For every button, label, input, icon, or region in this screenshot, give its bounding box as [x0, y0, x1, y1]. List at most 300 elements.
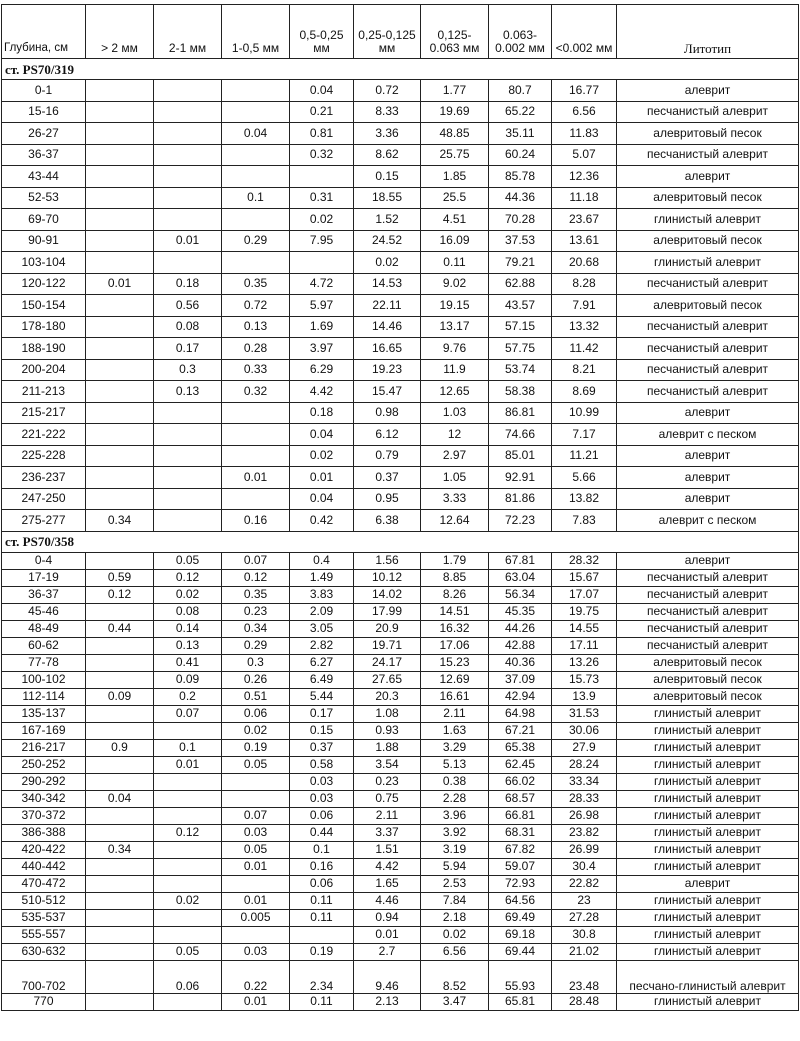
fraction-cell: 0.11 — [290, 909, 354, 926]
table-row — [2, 688, 799, 705]
fraction-cell: 26.98 — [552, 807, 617, 824]
fraction-cell: 7.17 — [552, 424, 617, 446]
fraction-cell: 0.35 — [222, 586, 290, 603]
table-row — [2, 654, 799, 671]
fraction-cell — [222, 875, 290, 892]
fraction-cell: 15.47 — [354, 381, 421, 403]
fraction-cell: 1.49 — [290, 569, 354, 586]
fraction-cell: 44.36 — [489, 187, 552, 209]
fraction-cell: 12.69 — [421, 671, 489, 688]
fraction-cell: 65.22 — [489, 101, 552, 123]
fraction-cell: 0.02 — [354, 252, 421, 274]
fraction-cell: 0.72 — [222, 295, 290, 317]
fraction-cell: 0.81 — [290, 123, 354, 145]
lithotype-cell: глинистый алеврит — [617, 926, 799, 943]
fraction-cell: 16.32 — [421, 620, 489, 637]
fraction-cell: 0.93 — [354, 722, 421, 739]
fraction-cell: 0.3 — [154, 359, 222, 381]
lithotype-cell: алеврит — [617, 552, 799, 569]
fraction-cell: 28.48 — [552, 993, 617, 1010]
fraction-cell: 0.01 — [222, 993, 290, 1010]
fraction-cell: 0.01 — [222, 858, 290, 875]
fraction-cell — [86, 101, 154, 123]
fraction-cell — [154, 467, 222, 489]
fraction-cell — [86, 926, 154, 943]
fraction-cell: 23.67 — [552, 209, 617, 231]
granulometry-table — [1, 4, 799, 1011]
fraction-cell: 0.11 — [290, 993, 354, 1010]
fraction-cell: 0.9 — [86, 739, 154, 756]
table-row — [2, 445, 799, 467]
fraction-cell — [290, 252, 354, 274]
fraction-cell: 23.48 — [552, 960, 617, 993]
table-row — [2, 123, 799, 145]
depth-cell: 225-228 — [2, 445, 86, 467]
fraction-cell: 12.65 — [421, 381, 489, 403]
lithotype-cell: глинистый алеврит — [617, 756, 799, 773]
fraction-cell: 11.18 — [552, 187, 617, 209]
fraction-cell — [86, 858, 154, 875]
fraction-cell — [86, 807, 154, 824]
fraction-cell: 16.65 — [354, 338, 421, 360]
fraction-cell: 0.15 — [354, 166, 421, 188]
fraction-cell: 23 — [552, 892, 617, 909]
fraction-cell — [154, 722, 222, 739]
fraction-cell: 0.1 — [222, 187, 290, 209]
fraction-cell: 15.73 — [552, 671, 617, 688]
fraction-cell: 13.32 — [552, 316, 617, 338]
fraction-cell: 55.93 — [489, 960, 552, 993]
fraction-cell: 20.3 — [354, 688, 421, 705]
fraction-cell: 30.06 — [552, 722, 617, 739]
fraction-cell: 27.9 — [552, 739, 617, 756]
fraction-cell: 13.9 — [552, 688, 617, 705]
lithotype-cell: песчанистый алеврит — [617, 338, 799, 360]
fraction-cell — [154, 144, 222, 166]
depth-cell: 178-180 — [2, 316, 86, 338]
depth-cell: 90-91 — [2, 230, 86, 252]
fraction-cell: 7.83 — [552, 510, 617, 532]
depth-cell: 510-512 — [2, 892, 86, 909]
fraction-cell — [154, 790, 222, 807]
lithotype-cell: глинистый алеврит — [617, 807, 799, 824]
fraction-cell: 3.83 — [290, 586, 354, 603]
table-row — [2, 790, 799, 807]
depth-cell: 275-277 — [2, 510, 86, 532]
table-row — [2, 909, 799, 926]
fraction-cell — [86, 943, 154, 960]
fraction-cell: 2.18 — [421, 909, 489, 926]
fraction-cell: 0.15 — [290, 722, 354, 739]
fraction-cell: 0.32 — [222, 381, 290, 403]
fraction-cell: 0.38 — [421, 773, 489, 790]
fraction-cell: 0.2 — [154, 688, 222, 705]
fraction-cell — [154, 807, 222, 824]
fraction-cell: 53.74 — [489, 359, 552, 381]
lithotype-cell: глинистый алеврит — [617, 739, 799, 756]
fraction-cell: 40.36 — [489, 654, 552, 671]
fraction-cell: 5.44 — [290, 688, 354, 705]
fraction-cell: 30.4 — [552, 858, 617, 875]
lithotype-cell: глинистый алеврит — [617, 993, 799, 1010]
fraction-cell: 0.07 — [154, 705, 222, 722]
fraction-cell: 1.65 — [354, 875, 421, 892]
fraction-cell: 66.81 — [489, 807, 552, 824]
fraction-cell — [154, 875, 222, 892]
fraction-cell: 15.23 — [421, 654, 489, 671]
fraction-cell: 0.01 — [154, 230, 222, 252]
depth-cell: 236-237 — [2, 467, 86, 489]
fraction-cell: 6.49 — [290, 671, 354, 688]
fraction-cell: 1.63 — [421, 722, 489, 739]
fraction-cell: 92.91 — [489, 467, 552, 489]
fraction-cell: 24.52 — [354, 230, 421, 252]
table-row — [2, 722, 799, 739]
fraction-cell: 0.09 — [86, 688, 154, 705]
fraction-cell: 6.27 — [290, 654, 354, 671]
col-header-05-025mm: 0,5-0,25 мм — [290, 5, 354, 59]
fraction-cell: 0.37 — [354, 467, 421, 489]
fraction-cell: 0.17 — [290, 705, 354, 722]
fraction-cell: 17.07 — [552, 586, 617, 603]
lithotype-cell: алеврит с песком — [617, 510, 799, 532]
fraction-cell: 0.13 — [154, 381, 222, 403]
fraction-cell: 1.51 — [354, 841, 421, 858]
fraction-cell: 17.11 — [552, 637, 617, 654]
fraction-cell: 31.53 — [552, 705, 617, 722]
fraction-cell: 0.72 — [354, 80, 421, 102]
lithotype-cell: глинистый алеврит — [617, 705, 799, 722]
fraction-cell: 3.92 — [421, 824, 489, 841]
fraction-cell: 0.94 — [354, 909, 421, 926]
fraction-cell: 0.28 — [222, 338, 290, 360]
fraction-cell — [222, 488, 290, 510]
fraction-cell: 22.11 — [354, 295, 421, 317]
fraction-cell: 42.88 — [489, 637, 552, 654]
fraction-cell: 0.01 — [290, 467, 354, 489]
col-header-0125-0063mm: 0,125-0.063 мм — [421, 5, 489, 59]
lithotype-cell: алевритовый песок — [617, 671, 799, 688]
fraction-cell: 0.42 — [290, 510, 354, 532]
table-row — [2, 252, 799, 274]
lithotype-cell: алеврит — [617, 166, 799, 188]
fraction-cell: 0.01 — [86, 273, 154, 295]
col-header-gt2mm: > 2 мм — [86, 5, 154, 59]
fraction-cell — [86, 722, 154, 739]
fraction-cell: 0.29 — [222, 637, 290, 654]
fraction-cell: 0.08 — [154, 316, 222, 338]
fraction-cell — [86, 123, 154, 145]
fraction-cell: 10.99 — [552, 402, 617, 424]
fraction-cell: 8.26 — [421, 586, 489, 603]
fraction-cell: 9.02 — [421, 273, 489, 295]
fraction-cell: 0.1 — [290, 841, 354, 858]
fraction-cell: 0.07 — [222, 807, 290, 824]
fraction-cell: 74.66 — [489, 424, 552, 446]
fraction-cell — [222, 252, 290, 274]
fraction-cell: 0.19 — [290, 943, 354, 960]
fraction-cell: 65.38 — [489, 739, 552, 756]
fraction-cell: 22.82 — [552, 875, 617, 892]
fraction-cell: 2.34 — [290, 960, 354, 993]
fraction-cell: 17.99 — [354, 603, 421, 620]
table-row — [2, 892, 799, 909]
table-row — [2, 671, 799, 688]
fraction-cell: 14.53 — [354, 273, 421, 295]
fraction-cell: 16.09 — [421, 230, 489, 252]
fraction-cell: 0.01 — [354, 926, 421, 943]
fraction-cell: 6.29 — [290, 359, 354, 381]
fraction-cell: 72.23 — [489, 510, 552, 532]
fraction-cell — [154, 488, 222, 510]
depth-cell: 250-252 — [2, 756, 86, 773]
station-header-row — [2, 531, 799, 552]
fraction-cell: 8.21 — [552, 359, 617, 381]
fraction-cell: 69.49 — [489, 909, 552, 926]
fraction-cell: 3.36 — [354, 123, 421, 145]
table-row — [2, 603, 799, 620]
fraction-cell: 44.26 — [489, 620, 552, 637]
fraction-cell: 6.12 — [354, 424, 421, 446]
fraction-cell — [86, 909, 154, 926]
fraction-cell: 86.81 — [489, 402, 552, 424]
fraction-cell: 0.1 — [154, 739, 222, 756]
fraction-cell: 3.05 — [290, 620, 354, 637]
lithotype-cell: алевритовый песок — [617, 654, 799, 671]
fraction-cell: 0.02 — [421, 926, 489, 943]
fraction-cell: 0.17 — [154, 338, 222, 360]
table-row — [2, 359, 799, 381]
fraction-cell: 13.82 — [552, 488, 617, 510]
fraction-cell: 0.22 — [222, 960, 290, 993]
fraction-cell: 69.44 — [489, 943, 552, 960]
fraction-cell: 45.35 — [489, 603, 552, 620]
fraction-cell — [86, 467, 154, 489]
header-row — [2, 5, 799, 59]
fraction-cell — [154, 445, 222, 467]
fraction-cell — [154, 773, 222, 790]
lithotype-cell: алеврит — [617, 875, 799, 892]
fraction-cell: 28.24 — [552, 756, 617, 773]
fraction-cell — [222, 445, 290, 467]
fraction-cell: 25.75 — [421, 144, 489, 166]
fraction-cell: 4.42 — [354, 858, 421, 875]
lithotype-cell: алевритовый песок — [617, 230, 799, 252]
table-row — [2, 807, 799, 824]
fraction-cell: 0.12 — [154, 569, 222, 586]
depth-cell: 386-388 — [2, 824, 86, 841]
fraction-cell: 8.33 — [354, 101, 421, 123]
lithotype-cell: глинистый алеврит — [617, 773, 799, 790]
table-row — [2, 402, 799, 424]
fraction-cell: 14.02 — [354, 586, 421, 603]
fraction-cell: 0.18 — [290, 402, 354, 424]
fraction-cell: 11.21 — [552, 445, 617, 467]
fraction-cell: 0.08 — [154, 603, 222, 620]
fraction-cell: 13.61 — [552, 230, 617, 252]
fraction-cell: 3.97 — [290, 338, 354, 360]
fraction-cell: 0.13 — [222, 316, 290, 338]
fraction-cell: 7.84 — [421, 892, 489, 909]
fraction-cell: 0.23 — [222, 603, 290, 620]
fraction-cell: 0.35 — [222, 273, 290, 295]
fraction-cell — [86, 552, 154, 569]
fraction-cell — [86, 338, 154, 360]
fraction-cell: 26.99 — [552, 841, 617, 858]
table-row — [2, 467, 799, 489]
fraction-cell: 0.09 — [154, 671, 222, 688]
table-row — [2, 316, 799, 338]
depth-cell: 45-46 — [2, 603, 86, 620]
fraction-cell: 3.37 — [354, 824, 421, 841]
lithotype-cell: песчанистый алеврит — [617, 620, 799, 637]
fraction-cell: 0.02 — [222, 722, 290, 739]
fraction-cell: 0.21 — [290, 101, 354, 123]
fraction-cell: 59.07 — [489, 858, 552, 875]
fraction-cell: 27.28 — [552, 909, 617, 926]
fraction-cell: 6.56 — [552, 101, 617, 123]
fraction-cell — [222, 144, 290, 166]
fraction-cell — [154, 80, 222, 102]
table-row — [2, 960, 799, 993]
fraction-cell: 9.46 — [354, 960, 421, 993]
col-header-025-0125mm: 0,25-0,125 мм — [354, 5, 421, 59]
fraction-cell — [154, 187, 222, 209]
lithotype-cell: алеврит с песком — [617, 424, 799, 446]
fraction-cell — [86, 295, 154, 317]
fraction-cell — [86, 209, 154, 231]
fraction-cell — [154, 424, 222, 446]
fraction-cell: 1.69 — [290, 316, 354, 338]
fraction-cell: 4.46 — [354, 892, 421, 909]
fraction-cell: 0.03 — [290, 773, 354, 790]
fraction-cell: 3.29 — [421, 739, 489, 756]
depth-cell: 15-16 — [2, 101, 86, 123]
fraction-cell: 12 — [421, 424, 489, 446]
fraction-cell: 58.38 — [489, 381, 552, 403]
depth-cell: 167-169 — [2, 722, 86, 739]
fraction-cell: 67.82 — [489, 841, 552, 858]
depth-cell: 211-213 — [2, 381, 86, 403]
table-row — [2, 773, 799, 790]
fraction-cell: 79.21 — [489, 252, 552, 274]
col-header-2-1mm: 2-1 мм — [154, 5, 222, 59]
fraction-cell: 0.12 — [222, 569, 290, 586]
fraction-cell: 2.53 — [421, 875, 489, 892]
fraction-cell — [222, 402, 290, 424]
fraction-cell: 0.07 — [222, 552, 290, 569]
fraction-cell: 21.02 — [552, 943, 617, 960]
fraction-cell: 1.03 — [421, 402, 489, 424]
fraction-cell — [86, 424, 154, 446]
fraction-cell: 67.21 — [489, 722, 552, 739]
depth-cell: 370-372 — [2, 807, 86, 824]
fraction-cell: 43.57 — [489, 295, 552, 317]
fraction-cell: 2.13 — [354, 993, 421, 1010]
fraction-cell: 20.68 — [552, 252, 617, 274]
fraction-cell — [86, 960, 154, 993]
lithotype-cell: глинистый алеврит — [617, 824, 799, 841]
fraction-cell — [86, 824, 154, 841]
fraction-cell — [154, 166, 222, 188]
depth-cell: 52-53 — [2, 187, 86, 209]
table-row — [2, 424, 799, 446]
fraction-cell: 72.93 — [489, 875, 552, 892]
table-row — [2, 488, 799, 510]
fraction-cell: 11.83 — [552, 123, 617, 145]
fraction-cell: 0.4 — [290, 552, 354, 569]
fraction-cell: 12.64 — [421, 510, 489, 532]
table-row — [2, 187, 799, 209]
lithotype-cell: алеврит — [617, 402, 799, 424]
lithotype-cell: алеврит — [617, 80, 799, 102]
fraction-cell: 25.5 — [421, 187, 489, 209]
fraction-cell: 81.86 — [489, 488, 552, 510]
fraction-cell: 24.17 — [354, 654, 421, 671]
lithotype-cell: глинистый алеврит — [617, 943, 799, 960]
depth-cell: 700-702 — [2, 960, 86, 993]
fraction-cell: 0.14 — [154, 620, 222, 637]
station-header-row — [2, 59, 799, 80]
fraction-cell: 0.95 — [354, 488, 421, 510]
lithotype-cell: глинистый алеврит — [617, 722, 799, 739]
fraction-cell — [86, 316, 154, 338]
depth-cell: 420-422 — [2, 841, 86, 858]
fraction-cell: 7.91 — [552, 295, 617, 317]
fraction-cell: 0.11 — [421, 252, 489, 274]
fraction-cell: 85.78 — [489, 166, 552, 188]
fraction-cell: 57.75 — [489, 338, 552, 360]
fraction-cell: 0.05 — [154, 552, 222, 569]
fraction-cell: 16.77 — [552, 80, 617, 102]
table-row — [2, 926, 799, 943]
fraction-cell — [222, 101, 290, 123]
table-row — [2, 875, 799, 892]
fraction-cell: 19.69 — [421, 101, 489, 123]
depth-cell: 770 — [2, 993, 86, 1010]
fraction-cell: 0.02 — [290, 209, 354, 231]
lithotype-cell: песчанистый алеврит — [617, 101, 799, 123]
fraction-cell: 0.26 — [222, 671, 290, 688]
fraction-cell — [154, 101, 222, 123]
fraction-cell: 0.03 — [222, 943, 290, 960]
fraction-cell: 0.31 — [290, 187, 354, 209]
fraction-cell — [86, 80, 154, 102]
fraction-cell: 0.06 — [290, 875, 354, 892]
fraction-cell: 9.76 — [421, 338, 489, 360]
fraction-cell: 0.03 — [222, 824, 290, 841]
fraction-cell: 4.72 — [290, 273, 354, 295]
depth-cell: 112-114 — [2, 688, 86, 705]
lithotype-cell: песчанистый алеврит — [617, 359, 799, 381]
lithotype-cell: глинистый алеврит — [617, 841, 799, 858]
fraction-cell — [86, 230, 154, 252]
depth-cell: 290-292 — [2, 773, 86, 790]
fraction-cell: 7.95 — [290, 230, 354, 252]
fraction-cell — [154, 209, 222, 231]
fraction-cell — [222, 209, 290, 231]
fraction-cell — [86, 187, 154, 209]
fraction-cell: 1.56 — [354, 552, 421, 569]
fraction-cell: 62.45 — [489, 756, 552, 773]
table-row — [2, 101, 799, 123]
depth-cell: 36-37 — [2, 586, 86, 603]
fraction-cell: 80.7 — [489, 80, 552, 102]
fraction-cell: 62.88 — [489, 273, 552, 295]
fraction-cell: 5.13 — [421, 756, 489, 773]
fraction-cell: 0.33 — [222, 359, 290, 381]
station-name: ст. PS70/358 — [2, 531, 799, 552]
